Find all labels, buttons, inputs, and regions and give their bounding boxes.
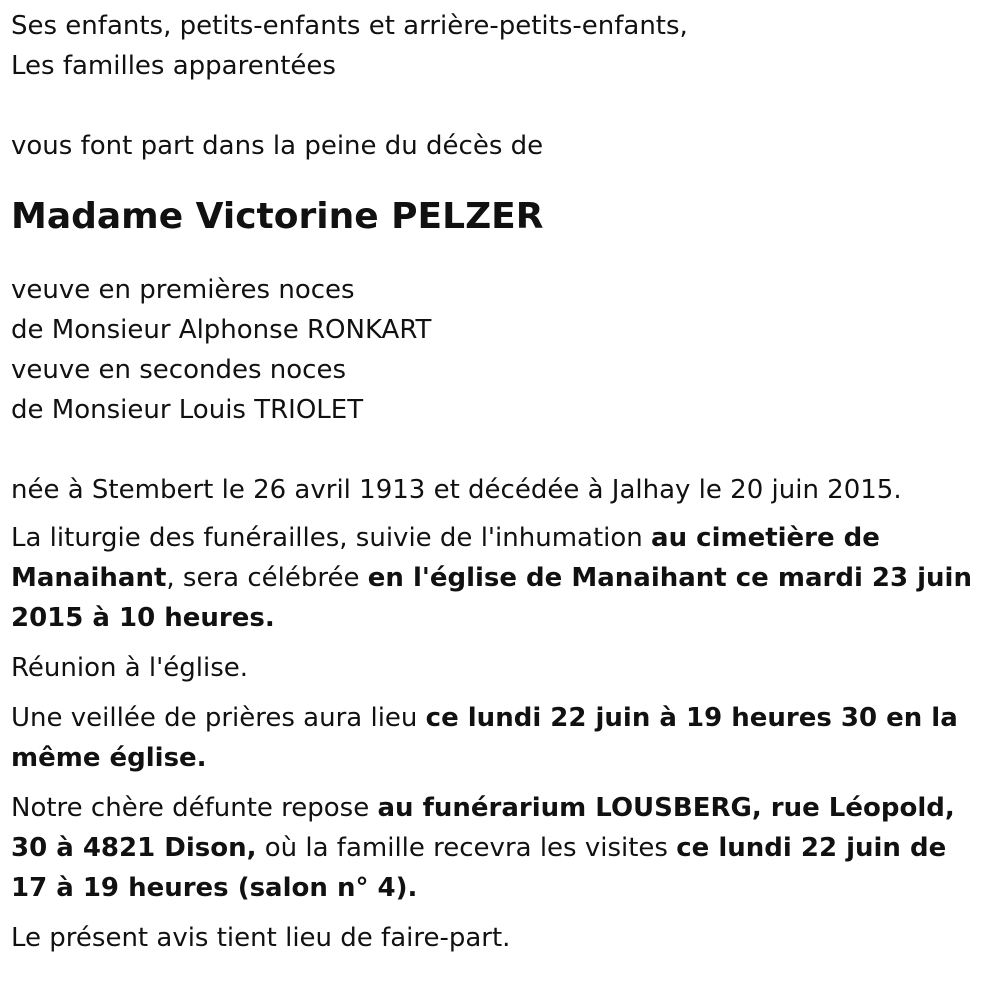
liturgy-church-date: en l'église de Manaihant ce mardi 23 juin 2015 à 10 heures. (11, 563, 972, 633)
widowhood-line-3: veuve en secondes noces (11, 355, 347, 385)
meeting-line: Réunion à l'église. (11, 653, 249, 683)
vigil-date-place: ce lundi 22 juin à 19 heures 30 en la même église. (11, 703, 958, 773)
rest-text-1: Notre chère défunte repose (11, 793, 378, 823)
rest-paragraph (11, 788, 981, 908)
intro-family-line: Ses enfants, petits-enfants et arrière-petits-enfants, (11, 11, 688, 41)
liturgy-paragraph (11, 518, 981, 638)
widowhood-line-1: veuve en premières noces (11, 275, 355, 305)
liturgy-cemetery: au cimetière de Manaihant (11, 523, 880, 593)
rest-funeral-home: au funérarium LOUSBERG, rue Léopold, 30 à 4821 Dison, (11, 793, 955, 863)
liturgy-text-1: La liturgie des funérailles, suivie de l'inhumation (11, 523, 652, 553)
closing-line: Le présent avis tient lieu de faire-part. (11, 923, 511, 953)
widowhood-line-4: de Monsieur Louis TRIOLET (11, 395, 364, 425)
vigil-paragraph (11, 698, 981, 778)
vigil-text: Une veillée de prières aura lieu (11, 703, 426, 733)
birth-death-line: née à Stembert le 26 avril 1913 et décédée à Jalhay le 20 juin 2015. (11, 475, 902, 505)
widowhood-line-2: de Monsieur Alphonse RONKART (11, 315, 432, 345)
liturgy-text-2: , sera célébrée (166, 563, 368, 593)
rest-visiting-hours: ce lundi 22 juin de 17 à 19 heures (salon n° 4). (11, 833, 947, 903)
deceased-name: Madame Victorine PELZER (11, 196, 544, 237)
rest-text-2: où la famille recevra les visites (256, 833, 677, 863)
announcement-line: vous font part dans la peine du décès de (11, 131, 544, 161)
intro-relatives-line: Les familles apparentées (11, 51, 336, 81)
